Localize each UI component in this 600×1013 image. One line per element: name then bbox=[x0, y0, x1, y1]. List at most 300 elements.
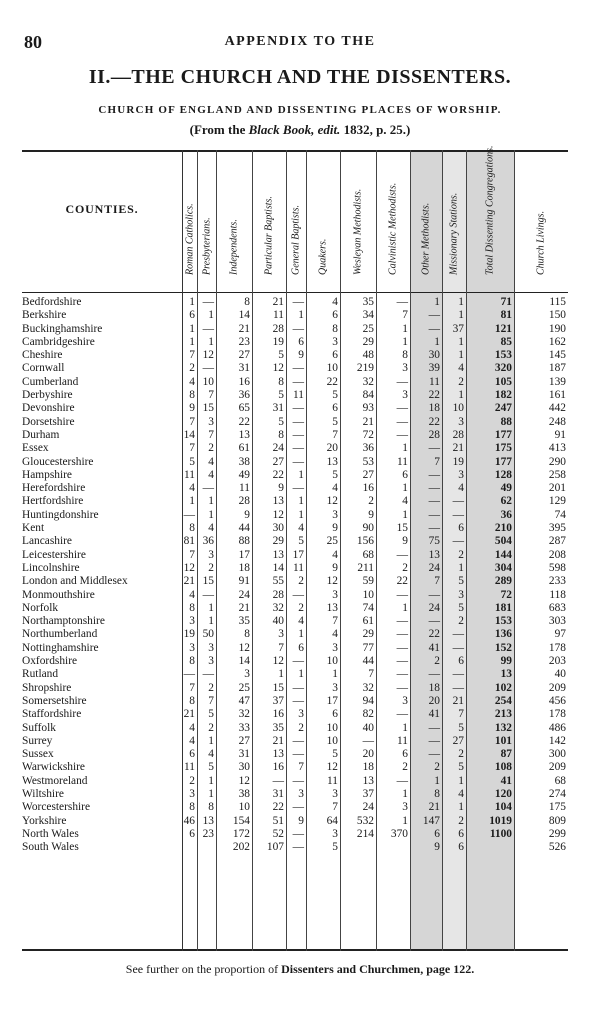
table-cell: 31 bbox=[238, 362, 250, 375]
table-cell: 13 bbox=[500, 668, 512, 681]
table-cell: 11 bbox=[239, 482, 250, 495]
table-cell: 201 bbox=[548, 482, 566, 495]
table-cell: 9 bbox=[332, 561, 338, 574]
table-cell: 17 bbox=[238, 548, 250, 561]
table-cell: 49 bbox=[238, 468, 250, 481]
table-cell: 18 bbox=[238, 561, 250, 574]
table-cell: 4 bbox=[402, 495, 408, 508]
table-cell: 287 bbox=[548, 535, 566, 548]
table-cell: 15 bbox=[396, 522, 408, 535]
table-cell: 12 bbox=[272, 362, 284, 375]
table-cell: 74 bbox=[554, 508, 566, 521]
table-cell: 2 bbox=[189, 774, 195, 787]
table-cell: 2 bbox=[189, 362, 195, 375]
table-cell: 1 bbox=[208, 734, 214, 747]
column-header-label: Presbyterians. bbox=[201, 217, 212, 275]
table-cell: 3 bbox=[298, 708, 304, 721]
table-row bbox=[22, 575, 568, 588]
table-cell: 118 bbox=[549, 588, 566, 601]
table-cell: 12 bbox=[202, 349, 214, 362]
table-cell: 5 bbox=[458, 575, 464, 588]
table-row bbox=[22, 562, 568, 575]
county-name: Nottinghamshire bbox=[22, 641, 99, 654]
table-cell: 5 bbox=[208, 708, 214, 721]
table-cell: 172 bbox=[232, 827, 250, 840]
table-cell: 3 bbox=[208, 415, 214, 428]
county-name: Northumberland bbox=[22, 628, 98, 641]
table-cell: 136 bbox=[494, 628, 512, 641]
table-cell: 1 bbox=[298, 468, 304, 481]
table-cell: 274 bbox=[548, 787, 566, 800]
table-cell: 90 bbox=[362, 522, 374, 535]
table-cell: — bbox=[428, 748, 440, 761]
table-cell: 24 bbox=[428, 601, 440, 614]
table-cell: — bbox=[428, 322, 440, 335]
table-cell: 153 bbox=[494, 349, 512, 362]
table-cell: 55 bbox=[272, 575, 284, 588]
table-cell: 74 bbox=[362, 601, 374, 614]
column-header bbox=[197, 158, 216, 286]
county-name: Rutland bbox=[22, 668, 59, 681]
table-cell: — bbox=[202, 322, 214, 335]
table-cell: 2 bbox=[434, 655, 440, 668]
table-cell: 13 bbox=[362, 774, 374, 787]
table-cell: 22 bbox=[272, 468, 284, 481]
table-cell: 1 bbox=[402, 322, 408, 335]
table-row bbox=[22, 309, 568, 322]
table-cell: — bbox=[396, 428, 408, 441]
table-cell: 13 bbox=[326, 601, 338, 614]
table-cell: 81 bbox=[183, 535, 195, 548]
table-cell: 13 bbox=[428, 548, 440, 561]
table-cell: — bbox=[452, 628, 464, 641]
table-row bbox=[22, 695, 568, 708]
table-cell: 5 bbox=[458, 721, 464, 734]
table-row bbox=[22, 495, 568, 508]
county-name: Derbyshire bbox=[22, 389, 73, 402]
table-cell: 41 bbox=[500, 774, 512, 787]
table-cell: 8 bbox=[189, 522, 195, 535]
table-cell: — bbox=[396, 402, 408, 415]
table-cell: 2 bbox=[298, 721, 304, 734]
table-cell: 40 bbox=[362, 721, 374, 734]
table-cell: 12 bbox=[183, 561, 195, 574]
table-cell: 53 bbox=[362, 455, 374, 468]
county-name: Essex bbox=[22, 442, 49, 455]
table-cell: 187 bbox=[548, 362, 566, 375]
table-cell: 120 bbox=[494, 787, 512, 800]
table-cell: — bbox=[396, 628, 408, 641]
table-cell: 7 bbox=[434, 455, 440, 468]
table-cell: 152 bbox=[494, 641, 512, 654]
table-cell: 289 bbox=[494, 575, 512, 588]
table-cell: 5 bbox=[278, 389, 284, 402]
table-cell: — bbox=[396, 615, 408, 628]
table-cell: — bbox=[292, 362, 304, 375]
table-cell: 39 bbox=[428, 362, 440, 375]
table-cell: 175 bbox=[494, 442, 512, 455]
table-cell: 6 bbox=[402, 468, 408, 481]
table-cell: — bbox=[292, 375, 304, 388]
footer-prefix: See further on the proportion of bbox=[125, 962, 282, 976]
table-cell: 4 bbox=[458, 362, 464, 375]
table-cell: 38 bbox=[238, 455, 250, 468]
table-cell: 9 bbox=[189, 402, 195, 415]
table-cell: 10 bbox=[326, 362, 338, 375]
table-cell: — bbox=[396, 668, 408, 681]
table-cell: 19 bbox=[183, 628, 195, 641]
table-cell: — bbox=[452, 668, 464, 681]
table-cell: — bbox=[292, 482, 304, 495]
table-cell: — bbox=[202, 362, 214, 375]
table-cell: 14 bbox=[272, 561, 284, 574]
table-cell: 1 bbox=[402, 482, 408, 495]
county-name: Huntingdonshire bbox=[22, 508, 99, 521]
county-name: Cambridgeshire bbox=[22, 335, 95, 348]
table-cell: 31 bbox=[238, 748, 250, 761]
table-cell: 44 bbox=[238, 522, 250, 535]
table-rule bbox=[22, 292, 568, 293]
table-cell: 1 bbox=[434, 774, 440, 787]
table-cell: 121 bbox=[494, 322, 512, 335]
table-row bbox=[22, 828, 568, 841]
table-cell: 22 bbox=[428, 628, 440, 641]
table-cell: 213 bbox=[494, 708, 512, 721]
table-cell: 8 bbox=[189, 694, 195, 707]
table-cell: 1 bbox=[458, 774, 464, 787]
table-cell: — bbox=[292, 415, 304, 428]
table-cell: 1 bbox=[278, 668, 284, 681]
table-cell: 214 bbox=[356, 827, 374, 840]
county-name: Gloucestershire bbox=[22, 455, 94, 468]
table-cell: — bbox=[428, 442, 440, 455]
table-cell: 3 bbox=[208, 655, 214, 668]
table-cell: 7 bbox=[332, 801, 338, 814]
table-cell: 11 bbox=[184, 761, 195, 774]
table-row bbox=[22, 735, 568, 748]
table-row bbox=[22, 336, 568, 349]
table-cell: — bbox=[396, 655, 408, 668]
table-cell: 3 bbox=[208, 641, 214, 654]
table-cell: 7 bbox=[298, 761, 304, 774]
table-cell: 1 bbox=[458, 389, 464, 402]
table-cell: 3 bbox=[189, 615, 195, 628]
table-cell: 24 bbox=[238, 588, 250, 601]
table-cell: 5 bbox=[458, 601, 464, 614]
column-header bbox=[252, 158, 286, 286]
table-row bbox=[22, 589, 568, 602]
table-cell: 6 bbox=[189, 827, 195, 840]
table-cell: — bbox=[396, 415, 408, 428]
table-cell: 18 bbox=[362, 761, 374, 774]
table-cell: 203 bbox=[548, 655, 566, 668]
table-cell: 1 bbox=[402, 335, 408, 348]
table-cell: 21 bbox=[272, 296, 284, 308]
table-cell: 65 bbox=[238, 402, 250, 415]
table-row bbox=[22, 615, 568, 628]
table-cell: — bbox=[202, 296, 214, 308]
table-cell: 1 bbox=[402, 508, 408, 521]
county-name: Wiltshire bbox=[22, 787, 64, 800]
table-cell: 37 bbox=[452, 322, 464, 335]
county-name: Somersetshire bbox=[22, 694, 87, 707]
table-cell: 4 bbox=[332, 296, 338, 308]
column-header-label: General Baptists. bbox=[290, 205, 302, 275]
table-cell: 208 bbox=[548, 548, 566, 561]
table-cell: — bbox=[292, 748, 304, 761]
table-cell: 4 bbox=[189, 588, 195, 601]
table-cell: 48 bbox=[362, 349, 374, 362]
worship-table bbox=[22, 145, 568, 951]
table-cell: 16 bbox=[272, 761, 284, 774]
table-cell: 202 bbox=[232, 841, 250, 854]
table-cell: — bbox=[202, 668, 214, 681]
table-cell: 1 bbox=[402, 442, 408, 455]
table-row bbox=[22, 482, 568, 495]
table-cell: 5 bbox=[332, 415, 338, 428]
table-cell: 33 bbox=[238, 721, 250, 734]
table-cell: 25 bbox=[362, 322, 374, 335]
table-cell: 7 bbox=[189, 349, 195, 362]
table-cell: 36 bbox=[362, 442, 374, 455]
table-cell: 12 bbox=[326, 575, 338, 588]
table-row bbox=[22, 402, 568, 415]
table-cell: 6 bbox=[298, 335, 304, 348]
table-cell: 9 bbox=[332, 522, 338, 535]
table-cell: 23 bbox=[238, 335, 250, 348]
table-cell: 3 bbox=[402, 362, 408, 375]
table-cell: 10 bbox=[202, 375, 214, 388]
table-cell: 8 bbox=[402, 349, 408, 362]
table-cell: 91 bbox=[238, 575, 250, 588]
table-cell: 4 bbox=[189, 375, 195, 388]
table-cell: 41 bbox=[428, 641, 440, 654]
table-cell: 178 bbox=[548, 641, 566, 654]
table-cell: — bbox=[202, 588, 214, 601]
table-row bbox=[22, 761, 568, 774]
source-book: Black Book, edit. bbox=[248, 122, 341, 137]
table-cell: 13 bbox=[272, 548, 284, 561]
column-header-label: Independents. bbox=[228, 219, 240, 275]
table-cell: 3 bbox=[458, 415, 464, 428]
table-cell: 29 bbox=[362, 335, 374, 348]
table-cell: 7 bbox=[458, 708, 464, 721]
table-cell: 1 bbox=[298, 668, 304, 681]
table-cell: 8 bbox=[434, 787, 440, 800]
table-row bbox=[22, 722, 568, 735]
column-header-label: Roman Catholics. bbox=[184, 203, 195, 275]
table-row bbox=[22, 376, 568, 389]
table-cell: 1 bbox=[189, 495, 195, 508]
table-cell: — bbox=[292, 694, 304, 707]
table-cell: 1 bbox=[458, 335, 464, 348]
table-cell: 7 bbox=[208, 694, 214, 707]
table-cell: 300 bbox=[548, 748, 566, 761]
table-cell: 6 bbox=[298, 641, 304, 654]
table-cell: 68 bbox=[554, 774, 566, 787]
county-name: Northamptonshire bbox=[22, 615, 105, 628]
table-cell: 8 bbox=[208, 801, 214, 814]
table-cell: — bbox=[183, 668, 195, 681]
county-name: Staffordshire bbox=[22, 708, 82, 721]
county-name: Oxfordshire bbox=[22, 655, 78, 668]
table-cell: 3 bbox=[458, 468, 464, 481]
table-cell: 5 bbox=[458, 761, 464, 774]
table-cell: 6 bbox=[458, 841, 464, 854]
table-cell: 683 bbox=[548, 601, 566, 614]
table-row bbox=[22, 668, 568, 681]
table-cell: 8 bbox=[189, 601, 195, 614]
table-body bbox=[22, 296, 568, 854]
table-cell: 15 bbox=[272, 681, 284, 694]
table-cell: 1 bbox=[298, 508, 304, 521]
table-cell: 7 bbox=[434, 575, 440, 588]
table-cell: 303 bbox=[548, 615, 566, 628]
table-cell: 3 bbox=[208, 548, 214, 561]
table-cell: 108 bbox=[494, 761, 512, 774]
table-cell: 11 bbox=[184, 468, 195, 481]
footer-bold: Dissenters and Churchmen, page 122. bbox=[281, 962, 475, 976]
table-cell: — bbox=[292, 322, 304, 335]
column-header bbox=[514, 158, 568, 286]
table-cell: 6 bbox=[402, 748, 408, 761]
table-cell: 8 bbox=[189, 655, 195, 668]
table-cell: 15 bbox=[202, 402, 214, 415]
table-cell: — bbox=[292, 428, 304, 441]
table-cell: 105 bbox=[494, 375, 512, 388]
table-cell: 7 bbox=[278, 641, 284, 654]
table-cell: — bbox=[428, 721, 440, 734]
table-cell: 139 bbox=[548, 375, 566, 388]
table-cell: 24 bbox=[362, 801, 374, 814]
table-cell: 21 bbox=[452, 694, 464, 707]
table-cell: 21 bbox=[428, 801, 440, 814]
table-cell: 4 bbox=[332, 548, 338, 561]
table-cell: 370 bbox=[390, 827, 408, 840]
table-cell: — bbox=[292, 841, 304, 854]
table-cell: 4 bbox=[332, 628, 338, 641]
table-cell: 59 bbox=[362, 575, 374, 588]
table-cell: 68 bbox=[362, 548, 374, 561]
counties-header: COUNTIES. bbox=[65, 202, 139, 216]
table-cell: — bbox=[452, 508, 464, 521]
table-cell: 1 bbox=[298, 309, 304, 322]
table-cell: 1 bbox=[208, 495, 214, 508]
table-cell: 9 bbox=[298, 814, 304, 827]
table-cell: 84 bbox=[362, 389, 374, 402]
source-citation bbox=[0, 122, 600, 138]
table-cell: 1 bbox=[458, 349, 464, 362]
table-cell: 12 bbox=[326, 761, 338, 774]
table-cell: 4 bbox=[458, 482, 464, 495]
table-cell: 1 bbox=[434, 335, 440, 348]
table-cell: 21 bbox=[183, 575, 195, 588]
table-cell: 154 bbox=[232, 814, 250, 827]
table-cell: — bbox=[452, 495, 464, 508]
table-cell: 10 bbox=[238, 801, 250, 814]
table-cell: 258 bbox=[548, 468, 566, 481]
table-cell: 211 bbox=[357, 561, 374, 574]
table-cell: 4 bbox=[208, 455, 214, 468]
county-name: Herefordshire bbox=[22, 482, 86, 495]
table-cell: — bbox=[428, 522, 440, 535]
table-cell: 6 bbox=[332, 349, 338, 362]
table-row bbox=[22, 815, 568, 828]
table-cell: 21 bbox=[452, 442, 464, 455]
county-name: Suffolk bbox=[22, 721, 56, 734]
table-cell: 12 bbox=[238, 774, 250, 787]
table-cell: 8 bbox=[278, 428, 284, 441]
table-row bbox=[22, 535, 568, 548]
table-cell: 93 bbox=[362, 402, 374, 415]
county-name: South Wales bbox=[22, 841, 79, 854]
table-cell: 3 bbox=[244, 668, 250, 681]
table-cell: 4 bbox=[189, 721, 195, 734]
table-cell: 1 bbox=[208, 508, 214, 521]
table-row bbox=[22, 323, 568, 336]
table-cell: 142 bbox=[548, 734, 566, 747]
table-cell: 34 bbox=[362, 309, 374, 322]
county-name: Warwickshire bbox=[22, 761, 85, 774]
table-cell: 38 bbox=[238, 787, 250, 800]
table-cell: 61 bbox=[238, 442, 250, 455]
table-cell: 248 bbox=[548, 415, 566, 428]
table-cell: 2 bbox=[434, 761, 440, 774]
table-cell: — bbox=[292, 296, 304, 308]
table-cell: 3 bbox=[332, 588, 338, 601]
table-row bbox=[22, 362, 568, 375]
table-cell: 3 bbox=[332, 827, 338, 840]
table-row bbox=[22, 708, 568, 721]
table-row bbox=[22, 801, 568, 814]
table-cell: 88 bbox=[238, 535, 250, 548]
table-cell: 47 bbox=[238, 694, 250, 707]
table-cell: 36 bbox=[202, 535, 214, 548]
table-cell: 20 bbox=[428, 694, 440, 707]
table-cell: 1 bbox=[458, 296, 464, 308]
table-cell: 9 bbox=[298, 349, 304, 362]
table-cell: 32 bbox=[362, 681, 374, 694]
table-cell: 31 bbox=[272, 402, 284, 415]
table-cell: 81 bbox=[500, 309, 512, 322]
county-name: Worcestershire bbox=[22, 801, 91, 814]
table-cell: 1 bbox=[332, 668, 338, 681]
table-cell: 16 bbox=[272, 708, 284, 721]
table-cell: 5 bbox=[298, 535, 304, 548]
table-cell: 11 bbox=[429, 375, 440, 388]
table-row bbox=[22, 841, 568, 854]
table-cell: 21 bbox=[238, 322, 250, 335]
table-cell: 504 bbox=[494, 535, 512, 548]
county-name: Surrey bbox=[22, 734, 53, 747]
table-cell: 6 bbox=[458, 827, 464, 840]
column-header-label: Particular Baptists. bbox=[263, 196, 275, 275]
table-cell: — bbox=[292, 734, 304, 747]
table-cell: 52 bbox=[272, 827, 284, 840]
table-cell: 28 bbox=[238, 495, 250, 508]
table-rule bbox=[22, 949, 568, 951]
table-cell: 22 bbox=[238, 415, 250, 428]
column-header-label: Calvinistic Methodists. bbox=[387, 182, 399, 275]
table-cell: 150 bbox=[548, 309, 566, 322]
table-cell: 14 bbox=[238, 309, 250, 322]
table-cell: 1 bbox=[298, 628, 304, 641]
table-cell: 22 bbox=[396, 575, 408, 588]
table-cell: 5 bbox=[332, 468, 338, 481]
table-cell: 1 bbox=[189, 322, 195, 335]
table-cell: 5 bbox=[278, 349, 284, 362]
table-row bbox=[22, 602, 568, 615]
